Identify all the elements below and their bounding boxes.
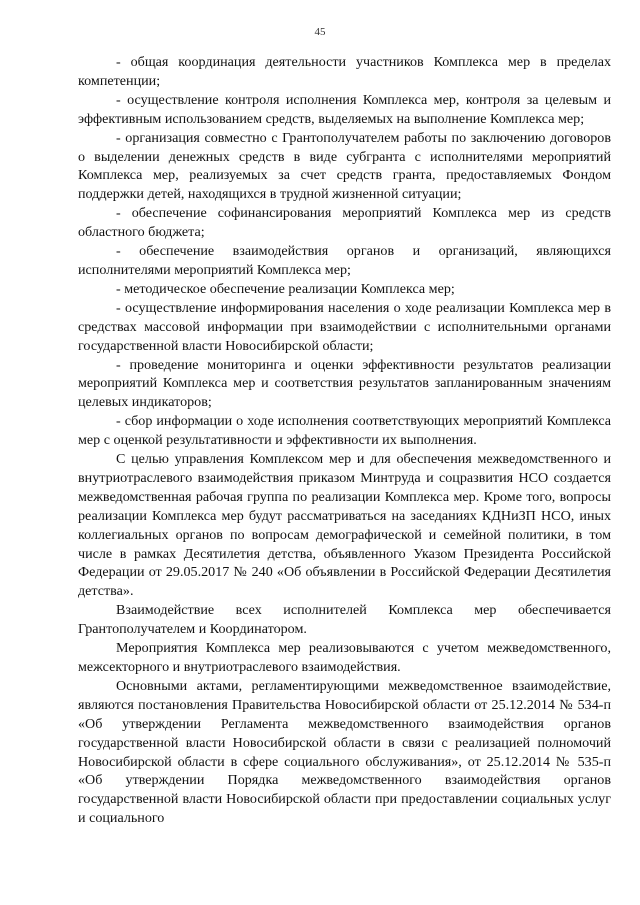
document-body — [78, 53, 611, 828]
paragraph-acts: Основными актами, регламентирующими межведомственное взаимодействие, являются постановления Правительства Новосибирской области от 25.12.2014 № 534-п «Об утверждении Регламента межведомственного взаимодействия органов государственной власти Новосибирской области в связи с реализацией полномочий Новосибирской области в сфере социального обслуживания», от 25.12.2014 № 535-п «Об утверждении Порядка межведомственного взаимодействия органов государственной власти Новосибирской области при предоставлении социальных услуг и социального — [78, 677, 611, 827]
paragraph-executors: Взаимодействие всех исполнителей Комплекса мер обеспечивается Грантополучателем и Координатором. — [78, 602, 611, 638]
paragraph-measures: Мероприятия Комплекса мер реализовываются с учетом межведомственного, межсекторного и внутриотраслевого взаимодействия. — [78, 640, 611, 675]
paragraph-management: С целью управления Комплексом мер и для обеспечения межведомственного и внутриотраслевого взаимодействия приказом Минтруда и соцразвития НСО создается межведомственная рабочая группа по реализации Комплекса мер. Кроме того, вопросы реализации Комплекса мер будут рассматриваться на заседаниях КДНиЗП НСО, иных коллегиальных органов по вопросам демографической и семейной политики, в том числе в рамках Десятилетия детства, объявленного Указом Президента Российской Федерации от 29.05.2017 № 240 «Об объявлении в Российской Федерации Десятилетия детства». — [78, 451, 611, 600]
paragraph-monitoring: - проведение мониторинга и оценки эффективности результатов реализации мероприятий Комплекса мер и соответствия результатов запланированным значениям целевых индикаторов; — [78, 356, 611, 411]
paragraph-coordination: - общая координация деятельности участников Комплекса мер в пределах компетенции; — [78, 54, 611, 89]
paragraph-control: - осуществление контроля исполнения Комплекса мер, контроля за целевым и эффективным использованием средств, выделяемых на выполнение Комплекса мер; — [78, 91, 611, 127]
paragraph-informing: - осуществление информирования населения о ходе реализации Комплекса мер в средствах массовой информации при взаимодействии с исполнительными органами государственной власти Новосибирской области; — [78, 299, 611, 354]
page-number: 45 — [314, 26, 326, 38]
paragraph-subgrant: - организация совместно с Грантополучателем работы по заключению договоров о выделении денежных средств в виде субгранта с исполнителями мероприятий Комплекса мер, реализуемых за счет средств гранта, предоставляемых Фондом поддержки детей, находящихся в трудной жизненной ситуации; — [78, 129, 611, 203]
paragraph-cofinancing: - обеспечение софинансирования мероприятий Комплекса мер из средств областного бюджета; — [78, 205, 611, 241]
paragraph-methodical: - методическое обеспечение реализации Комплекса мер; — [116, 280, 455, 297]
paragraph-info-collection: - сбор информации о ходе исполнения соответствующих мероприятий Комплекса мер с оценкой результативности и эффективности их выполнения. — [78, 413, 611, 449]
paragraph-interaction: - обеспечение взаимодействия органов и организаций, являющихся исполнителями мероприятий Комплекса мер; — [78, 243, 611, 278]
